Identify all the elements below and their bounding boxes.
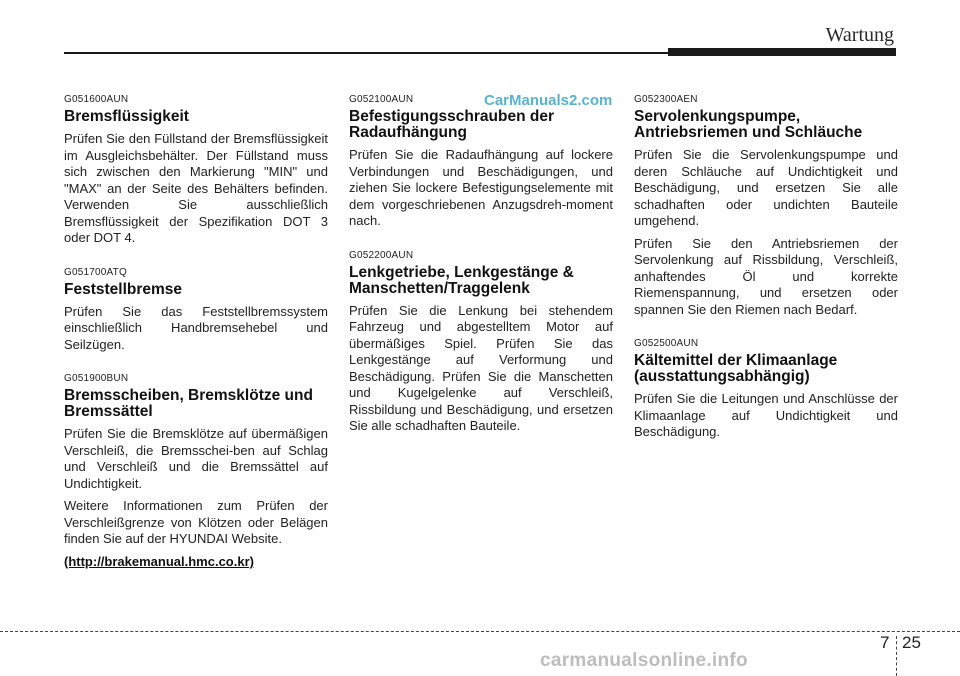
section-code: G052300AEN bbox=[634, 94, 698, 105]
section-paragraph: Prüfen Sie den Antriebsriemen der Servolenkung auf Rissbildung, Verschleiß, anhaftendes Öl und korrekte Riemenspannung, und ersetzen oder spannen Sie den Riemen nach Bedarf. bbox=[634, 235, 898, 317]
section-paragraph: Prüfen Sie das Feststellbremssystem einschließlich Handbremsehebel und Seilzügen. bbox=[64, 303, 328, 352]
column-right bbox=[634, 94, 898, 461]
header-rule bbox=[64, 52, 668, 54]
header-rule-accent bbox=[668, 48, 896, 56]
section-code: G052500AUN bbox=[634, 338, 699, 349]
section-paragraph: Prüfen Sie die Radaufhängung auf lockere Verbindungen und Beschädigungen, und ziehen Sie lockere Befestigungselemente mit dem vorgeschriebenen Anzugsdreh-moment nach. bbox=[349, 147, 613, 228]
watermark-bottom[interactable]: carmanualsonline.info bbox=[540, 650, 748, 671]
section-heading: Lenkgetriebe, Lenkgestänge & Manschetten/Traggelenk bbox=[349, 263, 574, 297]
section-paragraph: Prüfen Sie die Servolenkungspumpe und deren Schläuche auf Undichtigkeit und Beschädigung, und ersetzen Sie alle schadhaften oder undichten Bauteile umgehend. bbox=[634, 147, 898, 228]
page-header-title: Wartung bbox=[825, 24, 894, 46]
section-paragraph: Weitere Informationen zum Prüfen der Verschleißgrenze von Klötzen oder Belägen finden Sie auf der HYUNDAI Website. bbox=[64, 498, 328, 546]
section-lenkgetriebe bbox=[349, 250, 613, 435]
section-paragraph: Prüfen Sie die Bremsklötze auf übermäßigen Verschleiß, die Bremsschei-ben auf Schlag und Verschleiß und die Bremssättel auf Undichtigkeit. bbox=[64, 426, 328, 491]
section-code: G052100AUN bbox=[349, 94, 414, 105]
brake-manual-link[interactable]: (http://brakemanual.hmc.co.kr) bbox=[64, 553, 254, 569]
section-heading: Kältemittel der Klimaanlage (ausstattungsabhängig) bbox=[634, 352, 838, 385]
section-radaufhaengung bbox=[349, 94, 613, 230]
section-heading: Bremsscheiben, Bremsklötze und Bremssättel bbox=[64, 387, 313, 420]
watermark-top[interactable]: CarManuals2.com bbox=[484, 92, 613, 109]
page-number-divider bbox=[896, 636, 897, 676]
section-klimaanlage bbox=[634, 338, 898, 441]
section-heading: Feststellbremse bbox=[64, 280, 183, 298]
section-paragraph: Prüfen Sie den Füllstand der Bremsflüssigkeit im Ausgleichsbehälter. Der Füllstand muss sich zwischen den Markierung "MIN" und "MAX" an der Seite des Behälters befinden. Verwenden Sie ausschließlich Bremsflüssigkeit der Spezifikation DOT 3 oder DOT 4. bbox=[64, 131, 328, 245]
section-paragraph: Prüfen Sie die Leitungen und Anschlüsse der Klimaanlage auf Undichtigkeit und Beschädigung. bbox=[634, 391, 898, 439]
page-number: 25 bbox=[902, 633, 921, 652]
column-left bbox=[64, 94, 328, 589]
section-feststellbremse bbox=[64, 267, 328, 354]
section-servolenkung bbox=[634, 94, 898, 318]
section-code: G051900BUN bbox=[64, 373, 129, 384]
section-code: G051700ATQ bbox=[64, 266, 127, 278]
column-middle bbox=[349, 94, 613, 455]
section-heading: Befestigungsschrauben der Radaufhängung bbox=[349, 108, 554, 141]
section-code: G051600AUN bbox=[64, 94, 129, 105]
section-code: G052200AUN bbox=[349, 249, 414, 261]
section-heading: Servolenkungspumpe, Antriebsriemen und Schläuche bbox=[634, 108, 863, 141]
chapter-number: 7 bbox=[880, 633, 890, 652]
section-bremsfluessigkeit bbox=[64, 94, 328, 247]
section-paragraph: Prüfen Sie die Lenkung bei stehendem Fahrzeug und abgestelltem Motor auf übermäßiges Spiel. Prüfen Sie das Lenkgestänge auf Verformung und Beschädigung. Prüfen Sie die Manschetten und Kugelgelenke auf Verschleiß, Rissbildung und Beschädigung, und ersetzen Sie alle schadhaften Bauteile. bbox=[349, 302, 613, 433]
section-bremsscheiben bbox=[64, 373, 328, 569]
footer-dashed-rule bbox=[0, 631, 960, 632]
section-heading: Bremsflüssigkeit bbox=[64, 108, 189, 125]
